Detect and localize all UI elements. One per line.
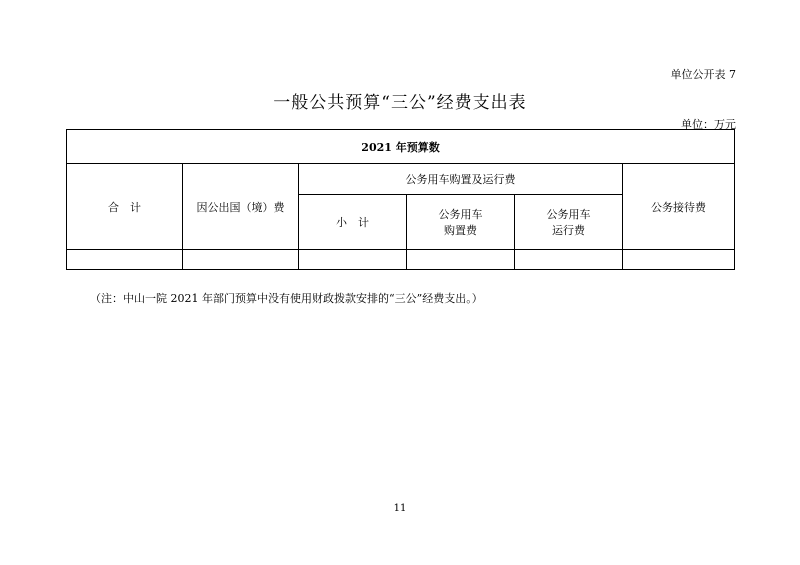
col-vehicle-group-header: 公务用车购置及运行费 xyxy=(299,164,623,195)
page-number: 11 xyxy=(393,503,407,514)
col-abroad-header: 因公出国（境）费 xyxy=(183,164,299,250)
vehicle-operation-line2: 运行费 xyxy=(552,224,585,237)
data-cell-total xyxy=(67,250,183,270)
form-number: 单位公开表 7 xyxy=(670,68,736,81)
col-subtotal-header: 小 计 xyxy=(299,195,407,250)
col-reception-header: 公务接待费 xyxy=(623,164,735,250)
page-title: 一般公共预算“三公”经费支出表 xyxy=(273,93,527,113)
vehicle-operation-line1: 公务用车 xyxy=(546,208,591,221)
vehicle-purchase-line2: 购置费 xyxy=(444,224,477,237)
footnote: （注：中山一院 2021 年部门预算中没有使用财政拨款安排的“三公”经费支出。） xyxy=(90,292,483,305)
col-vehicle-purchase-header xyxy=(407,195,515,250)
unit-label: 单位：万元 xyxy=(681,118,736,131)
data-cell-abroad xyxy=(183,250,299,270)
budget-table xyxy=(66,129,735,270)
data-cell-subtotal xyxy=(299,250,407,270)
col-vehicle-operation-header xyxy=(515,195,623,250)
data-cell-vehicle-operation xyxy=(515,250,623,270)
col-total-header: 合 计 xyxy=(67,164,183,250)
year-header: 2021 年预算数 xyxy=(67,130,735,164)
vehicle-purchase-line1: 公务用车 xyxy=(438,208,483,221)
data-cell-vehicle-purchase xyxy=(407,250,515,270)
data-cell-reception xyxy=(623,250,735,270)
